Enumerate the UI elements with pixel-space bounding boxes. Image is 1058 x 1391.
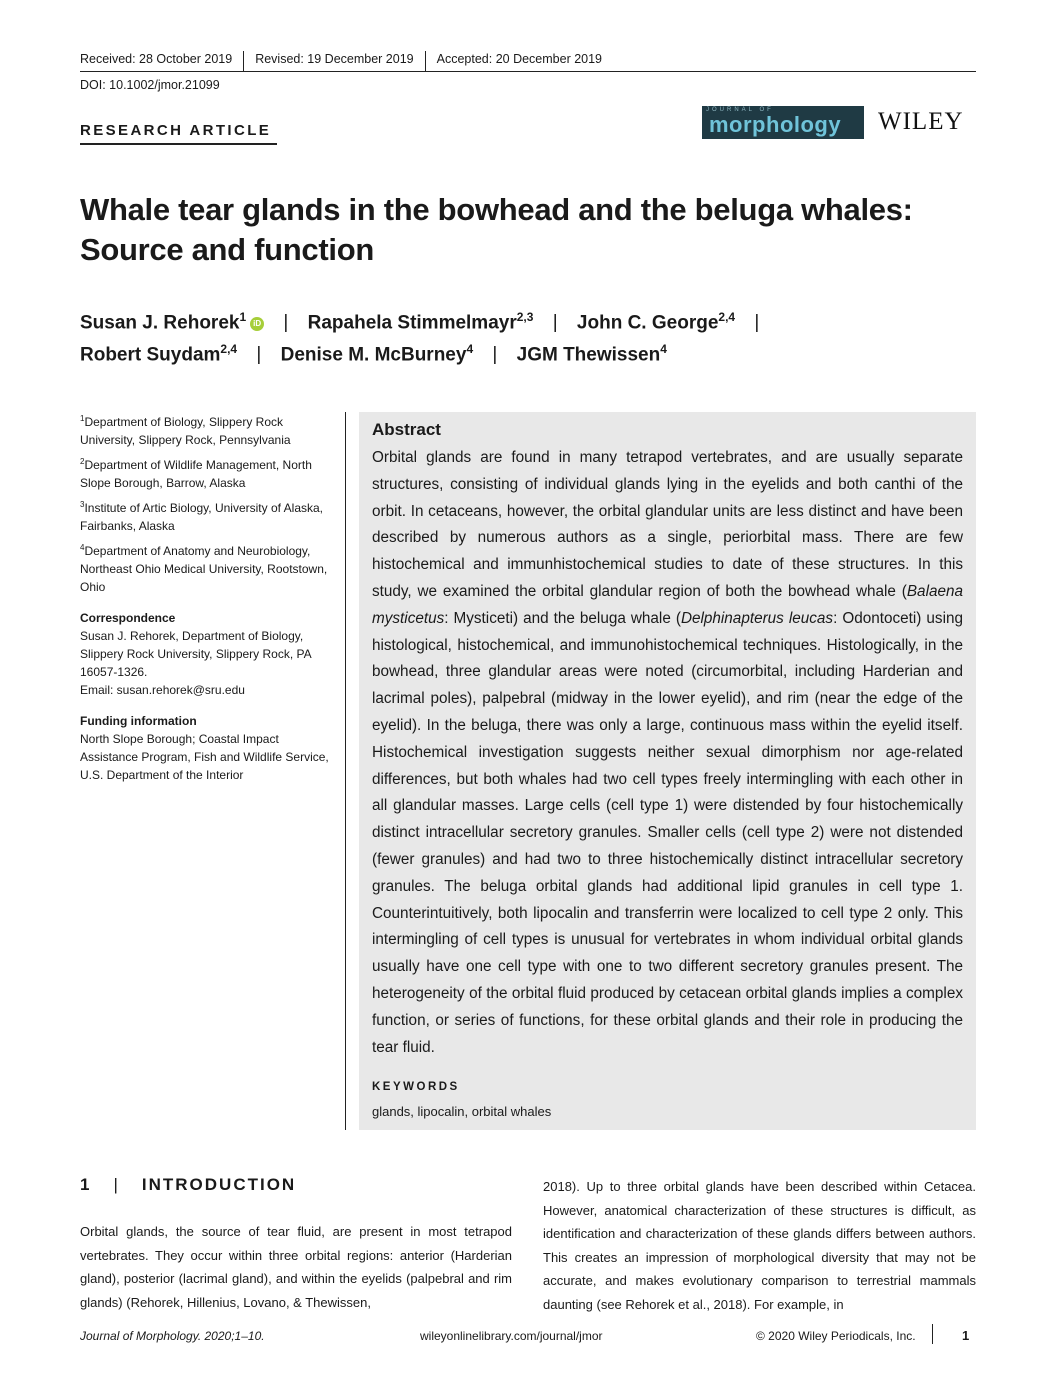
affiliation-text: Department of Biology, Slippery Rock University, Slippery Rock, Pennsylvania: [80, 415, 291, 447]
author-affil: 2,3: [516, 310, 534, 324]
affiliation: [80, 539, 330, 596]
funding-text: North Slope Borough; Coastal Impact Assistance Program, Fish and Wildlife Service, U.S. Department of the Interior: [80, 732, 329, 782]
article-title: [80, 190, 980, 270]
article-dates: [80, 52, 602, 72]
correspondence-email[interactable]: Email: susan.rehorek@sru.edu: [80, 683, 245, 697]
publisher-logo: WILEY: [878, 108, 964, 135]
affiliation-number: 4: [80, 543, 85, 552]
author-separator: |: [552, 312, 558, 334]
author-name[interactable]: Susan J. Rehorek: [80, 312, 240, 334]
body-text-left: Orbital glands, the source of tear fluid, are present in most tetrapod vertebrates. They occur within three orbital regions: anterior (Harderian gland), posterior (lacrimal gland), and within the eyelids (palpebral and rim glands) (Rehorek, Hillenius, Lovano, & Thewissen,: [80, 1224, 512, 1310]
date-divider: [243, 51, 244, 71]
correspondence-line: 16057-1326.: [80, 665, 148, 679]
affiliation: [80, 410, 330, 449]
correspondence-line: Slippery Rock University, Slippery Rock, PA: [80, 647, 312, 661]
author-separator: |: [754, 312, 760, 334]
page-number: 1: [962, 1328, 970, 1343]
affiliation-text: Institute of Artic Biology, University of Alaska, Fairbanks, Alaska: [80, 501, 323, 533]
author-affil: 4: [466, 342, 474, 356]
abstract-heading: Abstract: [372, 420, 441, 439]
footer-copyright: © 2020 Wiley Periodicals, Inc.: [756, 1329, 916, 1343]
footer-divider: [932, 1324, 933, 1344]
affiliation-number: 3: [80, 500, 85, 509]
author-name[interactable]: Rapahela Stimmelmayr: [307, 312, 517, 334]
affiliation-text: Department of Wildlife Management, North Slope Borough, Barrow, Alaska: [80, 458, 312, 490]
author-affil: 4: [660, 342, 667, 356]
affiliation-text: Department of Anatomy and Neurobiology, Northeast Ohio Medical University, Rootstown, Ohio: [80, 544, 328, 594]
abstract-rule: [345, 412, 346, 1130]
doi[interactable]: DOI: 10.1002/jmor.21099: [80, 78, 220, 92]
keywords-heading: KEYWORDS: [372, 1081, 460, 1093]
revised-date: Revised: 19 December 2019: [255, 52, 414, 66]
abstract-segment: : Mysticeti) and the beluga whale (: [444, 609, 681, 627]
author-affil: 2,4: [220, 342, 238, 356]
author-name[interactable]: Denise M. McBurney: [280, 344, 467, 366]
author-separator: |: [492, 344, 498, 366]
footer-journal: Journal of Morphology. 2020;1–10.: [80, 1329, 265, 1343]
footer-url[interactable]: wileyonlinelibrary.com/journal/jmor: [420, 1329, 603, 1343]
abstract-segment: Orbital glands are found in many tetrapod vertebrates, and are usually separate structures, consisting of individual glands lying in the eyelids and both canthi of the orbit. In cetaceans, however, the orbital glandular units are less distinct and have been described by numerous authors as a single, periorbital mass. There are few histochemical and immunhistochemical studies to date of these structures. In this study, we examined the orbital glandular region of both the bowhead whale (: [372, 449, 963, 600]
affiliation-number: 1: [80, 414, 85, 423]
species-name: Delphinapterus leucas: [680, 609, 834, 627]
section-heading: [80, 1175, 296, 1195]
funding-heading: Funding information: [80, 714, 197, 728]
sidebar-info: [80, 410, 330, 784]
species-name: Balaena mysticetus: [372, 582, 963, 627]
date-divider: [425, 51, 426, 71]
author-affil: 1: [239, 310, 247, 324]
article-type-underline: [80, 143, 277, 145]
abstract-segment: : Odontoceti) using histological, histochemical, and immunohistochemical techniques. Histologically, in the bowhead, three glandular areas were noted (circumorbital, including Harderian and lacrimal poles), palpebral (midway in the lower eyelid), and rim (near the edge of the eyelid). In the beluga, there was only a large, continuous mass within the eyelid itself. Histochemical investigation suggests neither sexual dimorphism nor age-related differences, but both whales had two cell types freely intermingling with each other in all glandular masses. Large cells (cell type 1) were distended by four histochemically distinct intracellular secretory granules. Smaller cells (cell type 2) were not distended (fewer granules) and had two to three histochemically distinct intracellular secretory granules. The beluga orbital glands had additional lipid granules in cell type 1. Counterintuitively, both lipocalin and transferrin were localized to cell type 2 only. This intermingling of cell types is unusual for vertebrates in whom individual orbital glands usually have one cell type with one to two different secretory granules present. The heterogeneity of the orbital fluid produced by cetacean orbital glands implies a complex function, or series of functions, for these orbital glands and their role in producing the tear fluid.: [372, 609, 963, 1056]
affiliation: [80, 496, 330, 535]
author-name[interactable]: Robert Suydam: [80, 344, 221, 366]
accepted-date: Accepted: 20 December 2019: [436, 52, 603, 66]
author-separator: |: [283, 312, 289, 334]
journal-logo-text: morphology: [709, 112, 842, 137]
author-line-1: [80, 310, 773, 334]
affiliation: [80, 453, 330, 492]
author-name[interactable]: John C. George: [576, 312, 719, 334]
section-separator: |: [113, 1175, 120, 1194]
orcid-icon[interactable]: iD: [250, 317, 264, 331]
correspondence-heading: Correspondence: [80, 611, 176, 625]
received-date: Received: 28 October 2019: [80, 52, 233, 66]
article-type: RESEARCH ARTICLE: [80, 122, 272, 139]
journal-logo-small-text: JOURNAL OF: [706, 107, 774, 113]
correspondence-line: Susan J. Rehorek, Department of Biology,: [80, 629, 304, 643]
journal-logo: [702, 106, 864, 139]
title-line-1: Whale tear glands in the bowhead and the beluga whales:: [80, 192, 913, 227]
body-text-right: 2018). Up to three orbital glands have been described within Cetacea. However, anatomical characterization of these structures is difficult, as identification and characterization of these glands differs between authors. This creates an impression of morphological diversity that may not be accurate, and makes evolutionary comparison to terrestrial mammals daunting (see Rehorek et al., 2018). For example, in: [543, 1179, 976, 1312]
abstract-text: [372, 445, 963, 1061]
author-line-2: [80, 342, 667, 366]
keywords-text: glands, lipocalin, orbital whales: [372, 1104, 552, 1119]
author-name[interactable]: JGM Thewissen: [516, 344, 661, 366]
title-line-2: Source and function: [80, 232, 374, 267]
author-separator: |: [256, 344, 262, 366]
header-rule: [80, 71, 976, 72]
section-number: 1: [80, 1175, 92, 1194]
affiliation-number: 2: [80, 457, 85, 466]
author-affil: 2,4: [718, 310, 736, 324]
section-title: INTRODUCTION: [141, 1175, 297, 1194]
